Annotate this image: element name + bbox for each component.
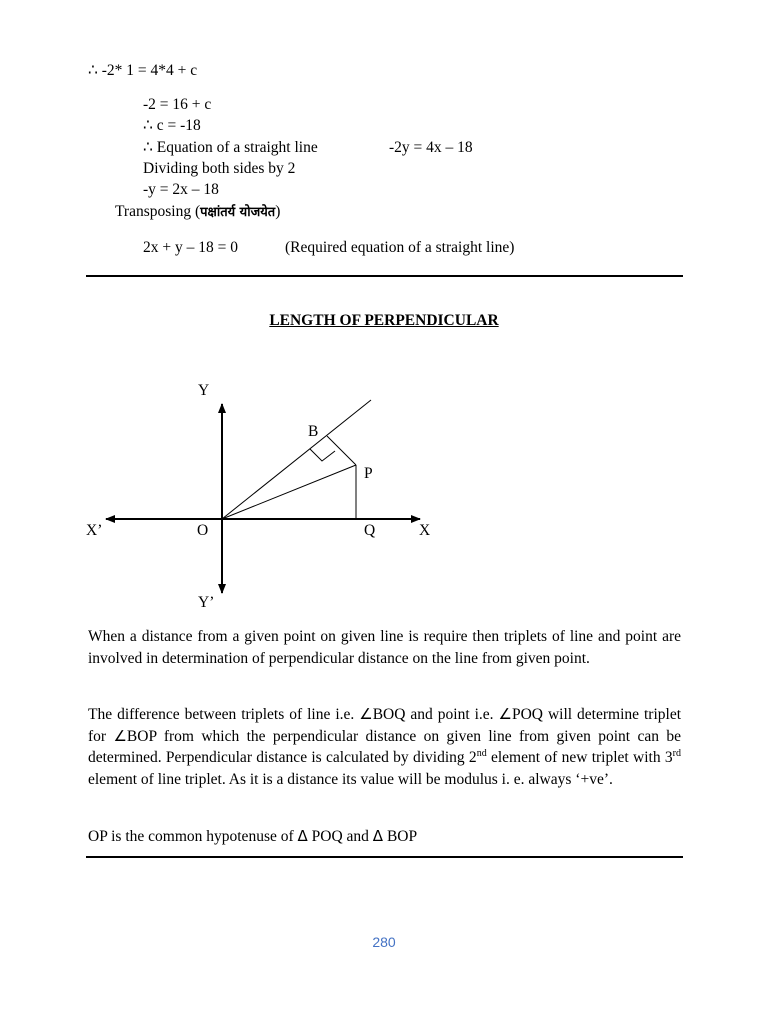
p2-text-3: POQ will determine triplet for (88, 706, 682, 745)
label-y-negative: Y’ (198, 594, 215, 611)
derivation-line-4-equation: -2y = 4x – 18 (389, 139, 473, 156)
superscript-rd: rd (672, 747, 681, 759)
paragraph-1: When a distance from a given point on given line is require then triplets of line and point are involved in determination of perpendicular distance on the line from given point. (88, 628, 681, 667)
derivation-line-6: -y = 2x – 18 (143, 181, 219, 198)
derivation-line-2: -2 = 16 + c (143, 96, 212, 113)
label-q: Q (364, 522, 376, 539)
label-b: B (308, 423, 319, 440)
label-x-negative: X’ (86, 522, 103, 539)
superscript-nd: nd (476, 747, 487, 759)
page-number: 280 (372, 934, 396, 950)
paragraph-2 (88, 704, 681, 790)
p2-text-5: element of new triplet with 3 (486, 749, 673, 766)
label-o: O (197, 522, 209, 539)
p3-text-1: OP is the common hypotenuse of (88, 828, 298, 845)
section-title: LENGTH OF PERPENDICULAR (269, 312, 499, 329)
transposing-sanskrit: पक्षांतर्य योजयेत (200, 205, 276, 220)
final-equation-note: (Required equation of a straight line) (285, 239, 515, 256)
label-y: Y (198, 382, 210, 399)
segment-pb (327, 436, 356, 465)
p2-text-4: BOP from which the perpendicular distance on given line from given point can be determined. Perpendicular distance is calculated by dividing 2 (88, 727, 681, 766)
transposing-close: ) (275, 203, 281, 220)
segment-op (222, 465, 356, 519)
angle-icon: ∠ (359, 705, 373, 723)
p2-text-1: The difference between triplets of line i.e. (88, 706, 360, 723)
triangle-icon: Δ (372, 827, 384, 845)
p3-text-2: POQ and (307, 828, 373, 845)
angle-icon: ∠ (113, 726, 127, 745)
label-p: P (364, 465, 373, 482)
p2-text-6: element of line triplet. As it is a distance its value will be modulus i. e. always ‘+ve’. (88, 770, 613, 788)
derivation-line-1: ∴ -2* 1 = 4*4 + c (88, 62, 198, 79)
derivation-line-3: ∴ c = -18 (143, 117, 201, 134)
p3-text-3: BOP (383, 828, 418, 845)
given-line (222, 400, 371, 519)
label-x: X (419, 522, 431, 539)
derivation-line-4-label: ∴ Equation of a straight line (143, 139, 318, 156)
paragraph-3 (88, 826, 681, 848)
divider-bottom (86, 856, 683, 858)
transposing-label: Transposing ( (115, 203, 201, 220)
right-angle-marker (310, 449, 335, 461)
triangle-icon: Δ (297, 827, 308, 845)
derivation-line-5: Dividing both sides by 2 (143, 160, 296, 177)
p2-text-2: BOQ and point i.e. (372, 706, 499, 723)
angle-icon: ∠ (498, 705, 512, 723)
final-equation: 2x + y – 18 = 0 (143, 239, 238, 256)
